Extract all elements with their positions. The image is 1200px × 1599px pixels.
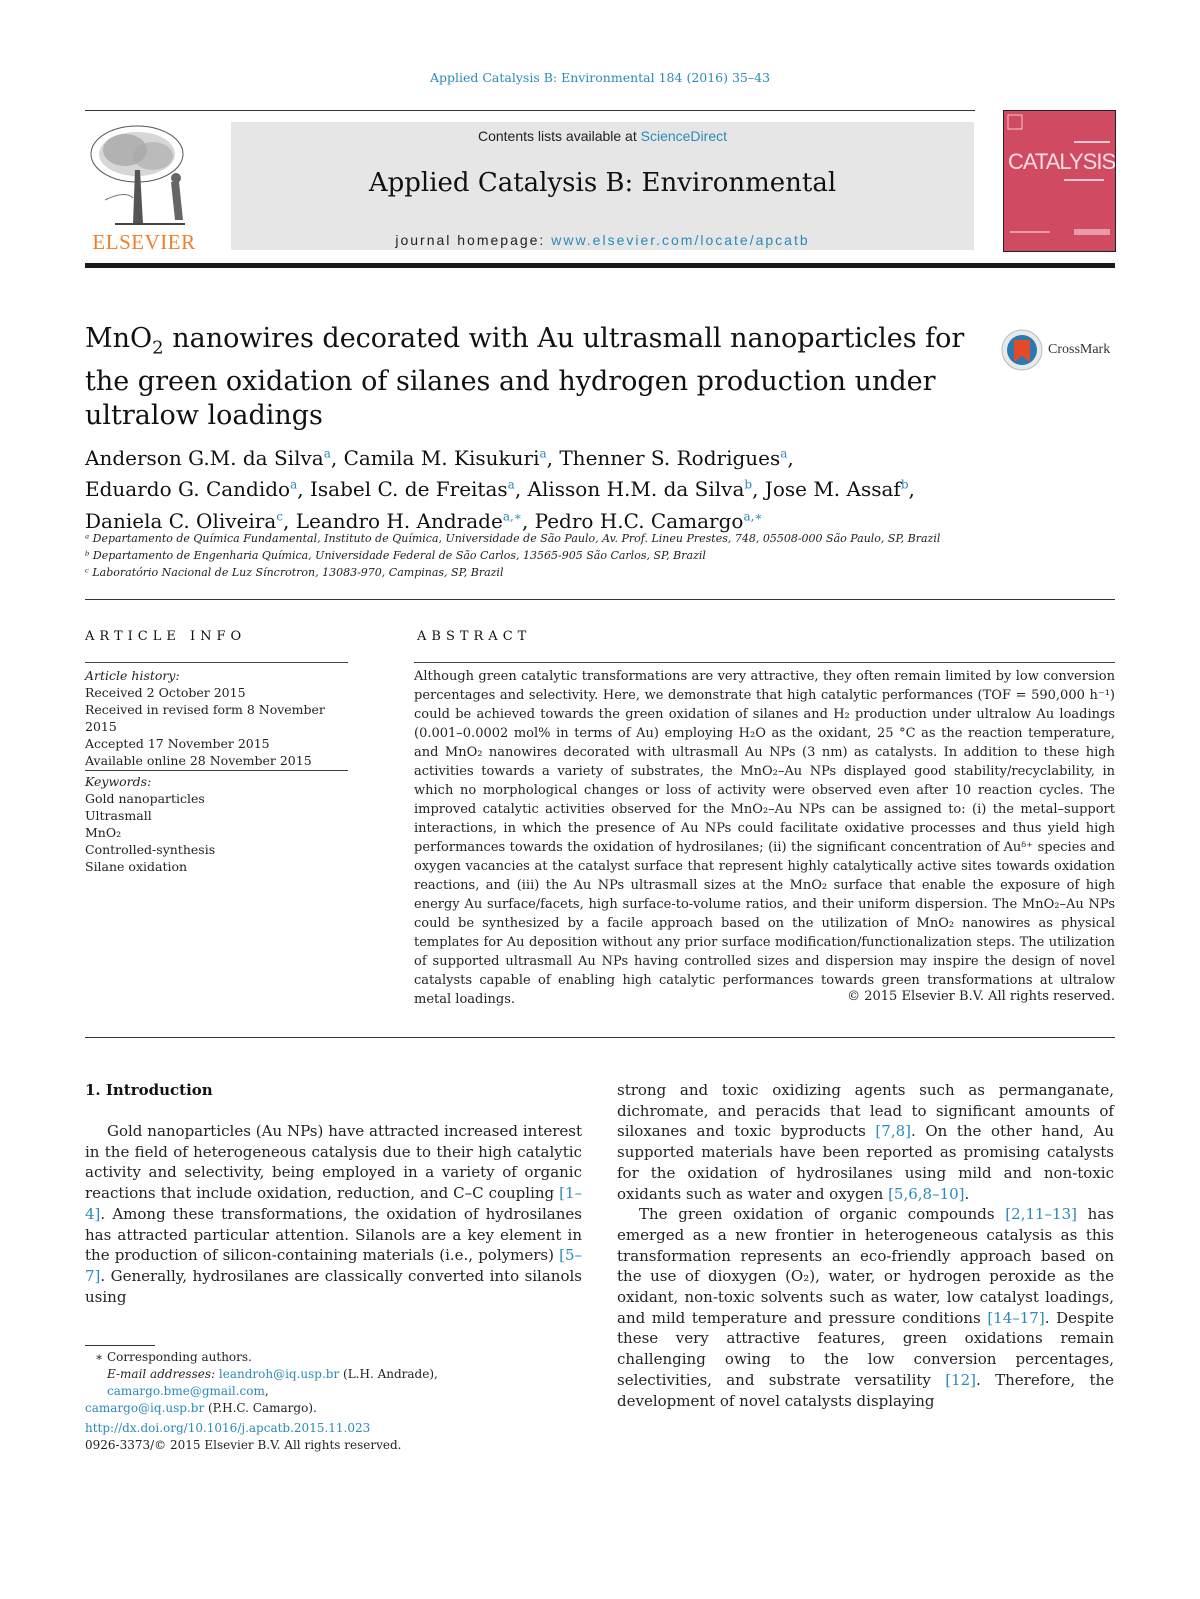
- crossmark-badge[interactable]: [1000, 328, 1120, 374]
- keyword: MnO₂: [85, 825, 122, 840]
- author[interactable]: Camila M. Kisukuri$^a$,: [343, 445, 560, 470]
- author-list: [85, 440, 1115, 535]
- history-item: Received in revised form 8 November 2015: [85, 702, 325, 734]
- title-part-1: MnO: [85, 323, 153, 354]
- email-line: camargo@iq.usp.br (P.H.C. Camargo).: [85, 1401, 317, 1415]
- author[interactable]: Anderson G.M. da Silva$^a$,: [85, 445, 344, 470]
- keywords: [85, 773, 355, 875]
- journal-cover-thumbnail[interactable]: [1003, 110, 1116, 252]
- affiliation-b: ᵇ Departamento de Engenharia Química, Universidade Federal de São Carlos, 13565-905 São Carlos, SP, Brazil: [85, 549, 706, 562]
- keyword: Silane oxidation: [85, 859, 188, 874]
- abstract-body: Although green catalytic transformations are very attractive, they often remain limited by low conversion percentages and selectivity. Here, we demonstrate that high catalytic performances (TOF = 590,000 h⁻¹) could be achieved towards the green oxidation of silanes and H₂ production under ultralow Au loadings (0.001–0.0002 mol% in terms of Au) employing H₂O as the oxidant, 25 °C as the reaction temperature, and MnO₂ nanowires decorated with ultrasmall Au NPs (3 nm) as catalysts. In addition to these high activities towards a variety of substrates, the MnO₂–Au NPs displayed good stability/recyclability, in which no morphological changes or loss of activity were observed even after 10 reaction cycles. The improved catalytic activities observed for the MnO₂–Au NPs can be assigned to: (i) the metal–support interactions, in which the presence of Au NPs could facilitate oxidative processes and thus yield high performances towards the oxidation of hydrosilanes; (ii) the significant concentration of Auᵟ⁺ species and oxygen vacancies at the catalyst surface that represent highly catalytically active sites towards oxidation reactions, and (iii) the Au NPs ultrasmall sizes at the MnO₂ surface that enable the exposure of high energy Au surface/facets, high surface-to-volume ratios, and their uniform dispersion. The MnO₂–Au NPs could be synthesized by a facile approach based on the utilization of MnO₂ nanowires as physical templates for Au deposition without any prior surface modification/functionalization steps. The utilization of supported ultrasmall Au NPs having controlled sizes and dispersion may inspire the design of novel catalysts capable of enabling high catalytic performances towards green transformations at ultralow metal loadings.: [414, 669, 1115, 1007]
- email-link[interactable]: camargo.bme@gmail.com: [107, 1384, 265, 1398]
- article-history: [85, 667, 355, 769]
- history-item: Accepted 17 November 2015: [85, 736, 270, 751]
- author[interactable]: Jose M. Assaf$^b$,: [764, 477, 915, 502]
- affiliation-c: ᶜ Laboratório Nacional de Luz Síncrotron, 13083-970, Campinas, SP, Brazil: [85, 566, 504, 579]
- doi-link[interactable]: http://dx.doi.org/10.1016/j.apcatb.2015.11.023: [85, 1421, 371, 1435]
- body-column-right: [617, 1080, 1114, 1411]
- paragraph: The green oxidation of organic compounds [2,11–13] has emerged as a new frontier in heterogeneous catalysis as this transformation represents an eco-friendly approach based on the use of dioxygen (O₂), water, or hydrogen peroxide as the oxidant, non-toxic solvents such as water, low catalyst loadings, and mild temperature and pressure conditions [14–17]. Despite these very attractive features, green oxidations remain challenging owing to the low conversion percentages, selectivities, and substrate versatility [12]. Therefore, the development of novel catalysts displaying: [617, 1205, 1115, 1410]
- sciencedirect-link[interactable]: ScienceDirect: [640, 128, 727, 144]
- cover-art-icon: [1004, 111, 1116, 252]
- email-line: E-mail addresses: leandroh@iq.usp.br (L.H. Andrade), camargo.bme@gmail.com,: [107, 1367, 438, 1398]
- body-column-left: [85, 1121, 582, 1307]
- title-subscript: 2: [152, 337, 164, 359]
- header-top-rule: [85, 110, 975, 111]
- author[interactable]: Leandro H. Andrade$^{a,∗}$,: [295, 508, 535, 533]
- affiliations: [85, 530, 1115, 581]
- paper-title: [85, 322, 965, 433]
- email-link[interactable]: camargo@iq.usp.br: [85, 1401, 205, 1415]
- history-item: Received 2 October 2015: [85, 685, 246, 700]
- elsevier-wordmark: ELSEVIER: [92, 230, 196, 254]
- author[interactable]: Thenner S. Rodrigues$^a$,: [559, 445, 794, 470]
- header-bottom-rule: [85, 263, 1115, 268]
- keywords-label: Keywords:: [85, 774, 152, 789]
- footnotes: [85, 1349, 585, 1417]
- citation-link[interactable]: [1–4]: [85, 1184, 582, 1223]
- homepage-prefix: journal homepage:: [395, 232, 552, 248]
- contents-prefix: Contents lists available at: [477, 128, 641, 144]
- affiliation-rule: [85, 599, 1115, 600]
- history-item: Available online 28 November 2015: [85, 753, 312, 768]
- keywords-rule: [85, 770, 348, 771]
- citation-link[interactable]: [12]: [945, 1370, 977, 1389]
- citation-link[interactable]: [5–7]: [85, 1246, 582, 1285]
- elsevier-logo[interactable]: [85, 120, 203, 255]
- citation-link[interactable]: [14–17]: [987, 1308, 1045, 1327]
- email-link[interactable]: leandroh@iq.usp.br: [218, 1367, 340, 1381]
- crossmark-label: CrossMark: [1048, 342, 1111, 357]
- affiliation-a: ᵃ Departamento de Química Fundamental, Instituto de Química, Universidade de São Paulo, Av. Prof. Lineu Prestes, 748, 05508-000 São Paulo, SP, Brazil: [85, 532, 941, 545]
- author[interactable]: Eduardo G. Candido$^a$,: [85, 477, 310, 502]
- cover-title: CATALYSIS: [1008, 149, 1116, 174]
- paragraph: strong and toxic oxidizing agents such as permanganate, dichromate, and peracids that lead to significant amounts of siloxanes and toxic byproducts [7,8]. On the other hand, Au supported materials have been reported as promising catalysts for the oxidation of hydrosilanes using mild and non-toxic oxidants such as water and oxygen [5,6,8–10].: [617, 1081, 1114, 1203]
- author[interactable]: Daniela C. Oliveira$^c$,: [85, 508, 296, 533]
- homepage-link[interactable]: www.elsevier.com/locate/apcatb: [551, 232, 810, 248]
- citation-link[interactable]: [5,6,8–10]: [888, 1184, 965, 1203]
- keyword: Gold nanoparticles: [85, 791, 205, 806]
- author[interactable]: Isabel C. de Freitas$^a$,: [309, 477, 528, 502]
- section-heading-introduction: 1. Introduction: [85, 1081, 213, 1099]
- issn-copyright: 0926-3373/© 2015 Elsevier B.V. All rights reserved.: [85, 1438, 402, 1452]
- crossmark-icon: [1000, 328, 1044, 372]
- footnote-rule: [85, 1345, 155, 1346]
- journal-reference[interactable]: Applied Catalysis B: Environmental 184 (2016) 35–43: [429, 70, 771, 85]
- doi-block: [85, 1420, 585, 1454]
- keyword: Ultrasmall: [85, 808, 152, 823]
- article-info-heading: ARTICLE INFO: [85, 629, 247, 644]
- citation-link[interactable]: [7,8]: [875, 1122, 911, 1141]
- journal-header-band: [231, 122, 974, 250]
- abstract-end-rule: [85, 1037, 1115, 1038]
- corresponding-note: ∗ Corresponding authors.: [95, 1350, 252, 1364]
- paragraph: Gold nanoparticles (Au NPs) have attracted increased interest in the field of heterogeneous catalysis due to their high catalytic activity and selectivity, being employed in a variety of organic reactions that include oxidation, reduction, and C–C coupling [1–4]. Among these transformations, the oxidation of hydrosilanes has attracted particular attention. Silanols are a key element in the production of silicon-containing materials (i.e., polymers) [5–7]. Generally, hydrosilanes are classically converted into silanols using: [85, 1122, 582, 1306]
- history-label: Article history:: [85, 668, 180, 683]
- author[interactable]: Pedro H.C. Camargo$^{a,∗}$: [534, 508, 763, 533]
- abstract-heading: ABSTRACT: [417, 629, 532, 644]
- elsevier-tree-icon: [85, 120, 203, 228]
- author[interactable]: Alisson H.M. da Silva$^b$,: [527, 477, 765, 502]
- citation-link[interactable]: [2,11–13]: [1005, 1205, 1077, 1224]
- title-part-2: nanowires decorated with Au ultrasmall nanoparticles for the green oxidation of silanes and hydrogen production under ultralow loadings: [85, 323, 965, 432]
- article-info-rule: [85, 662, 348, 663]
- journal-homepage-line: [231, 232, 974, 248]
- abstract-copyright: © 2015 Elsevier B.V. All rights reserved.: [847, 989, 1115, 1004]
- contents-line: [231, 128, 974, 144]
- keyword: Controlled-synthesis: [85, 842, 216, 857]
- abstract-rule: [414, 662, 1115, 663]
- journal-title: Applied Catalysis B: Environmental: [368, 168, 837, 198]
